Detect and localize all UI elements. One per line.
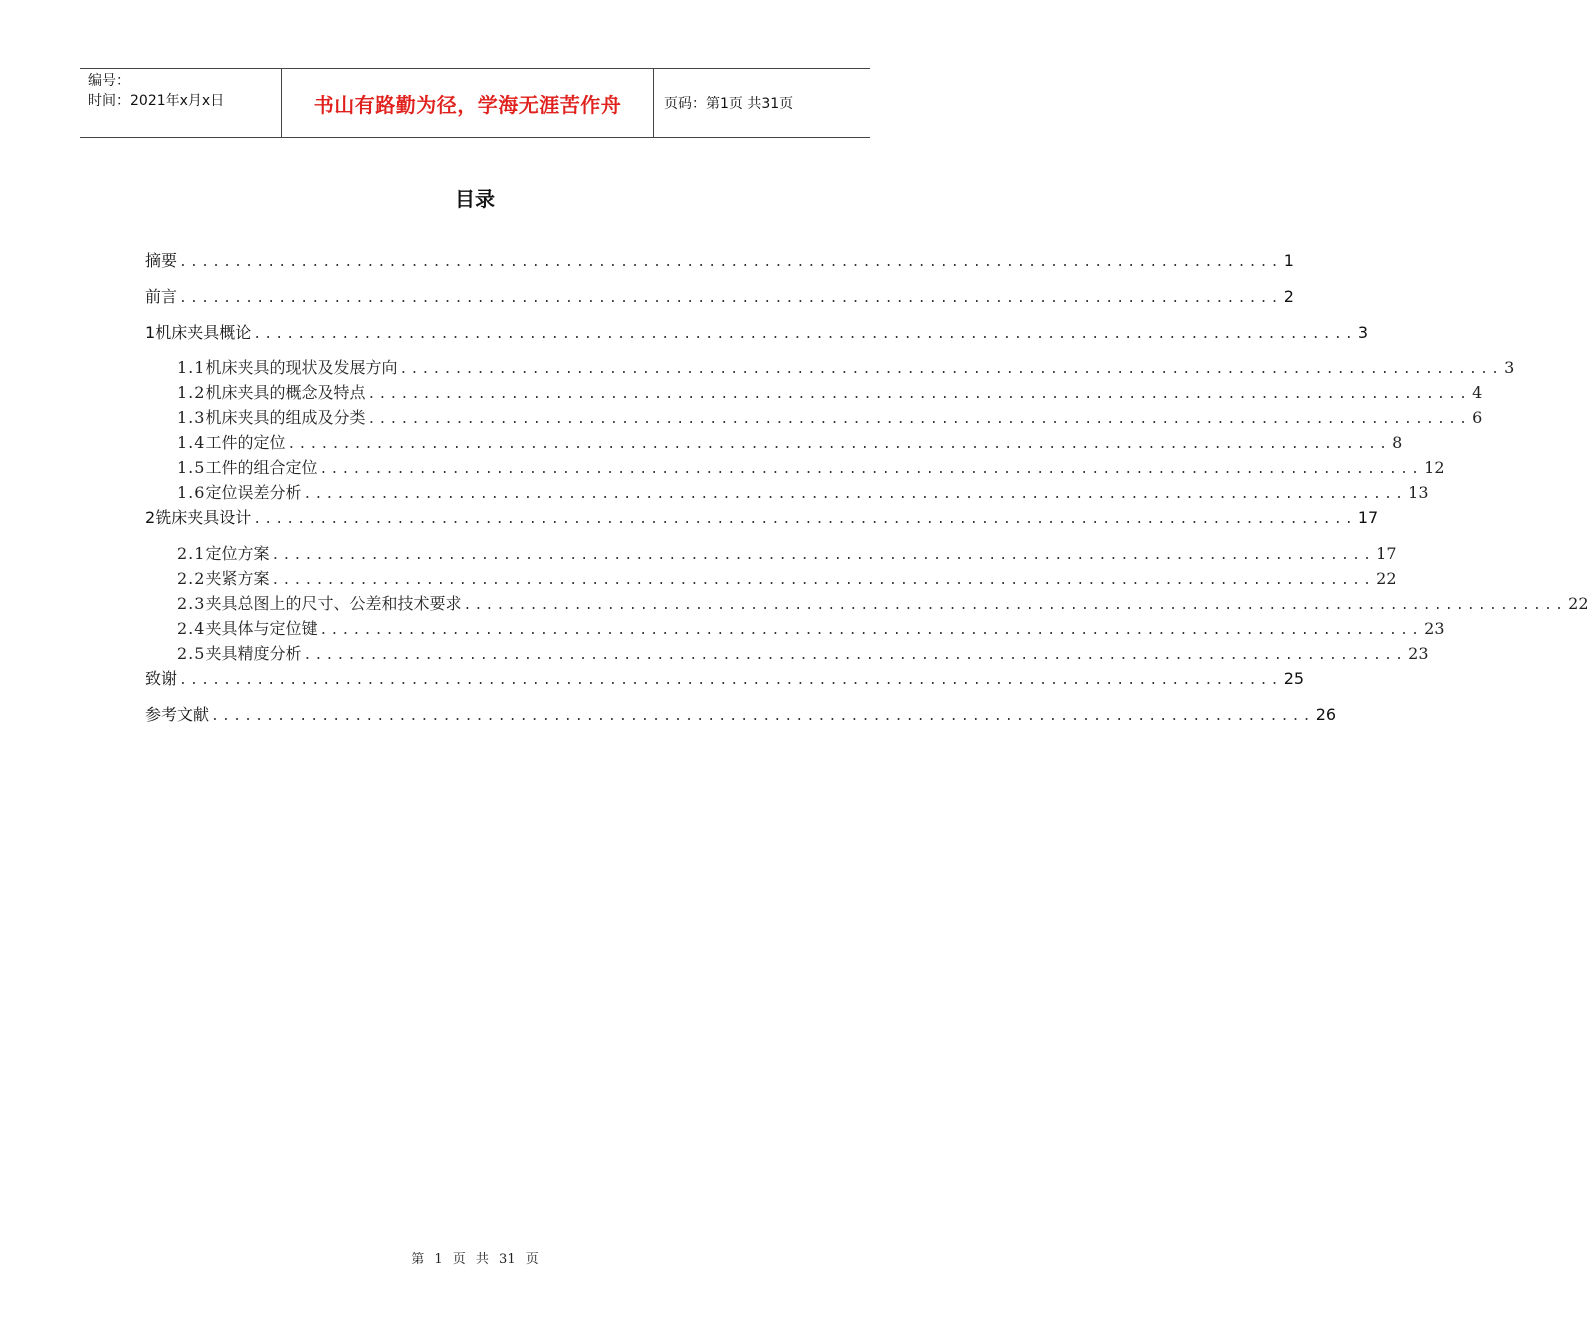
toc-entry[interactable] [145, 641, 1429, 665]
toc-entry-page: 1 [1283, 251, 1294, 270]
toc-entry-page: 12 [1424, 458, 1445, 477]
toc-entry-number: 1 [145, 323, 156, 342]
toc-entry[interactable] [145, 702, 1337, 726]
toc-entry-label: 定位误差分析 [205, 483, 302, 502]
toc-entry-label: 夹具体与定位键 [205, 619, 318, 638]
toc-leader-dots: .................................................................................................... [399, 362, 1503, 377]
toc-entry-number: 2.4 [177, 619, 206, 638]
toc-entry[interactable] [145, 505, 1379, 529]
toc-entry-number: 1.3 [177, 408, 206, 427]
toc-entry-label: 摘要 [145, 251, 178, 270]
toc-entry-page: 22 [1568, 594, 1589, 613]
toc-entry[interactable] [145, 455, 1445, 479]
toc-entry[interactable] [145, 355, 1515, 379]
toc-entry-label: 铣床夹具设计 [155, 508, 252, 527]
toc-entry[interactable] [145, 320, 1369, 344]
toc-entry-number: 2.2 [177, 569, 206, 588]
toc-entry-page: 23 [1408, 644, 1429, 663]
toc-entry-page: 26 [1315, 705, 1337, 724]
toc-leader-dots: .................................................................................................... [303, 487, 1407, 502]
toc-entry-label: 夹具总图上的尺寸、公差和技术要求 [205, 594, 462, 613]
toc-entry-label: 机床夹具的组成及分类 [205, 408, 366, 427]
toc-entry-label: 工件的组合定位 [205, 458, 318, 477]
toc-entry-label: 机床夹具的概念及特点 [205, 383, 366, 402]
toc-leader-dots: .................................................................................................... [253, 512, 1356, 527]
toc-leader-dots: .................................................................................................... [319, 623, 1423, 638]
toc-entry-page: 13 [1408, 483, 1429, 502]
header-meta-cell [80, 69, 282, 137]
toc-entry[interactable] [145, 430, 1403, 454]
toc-leader-dots: .................................................................................................... [179, 291, 1282, 306]
toc-entry[interactable] [145, 284, 1294, 308]
toc-leader-dots: .................................................................................................... [253, 327, 1356, 342]
toc-leader-dots: .................................................................................................... [463, 598, 1567, 613]
toc-entry-page: 6 [1472, 408, 1483, 427]
toc-leader-dots: .................................................................................................... [367, 412, 1471, 427]
toc-entry-number: 2.1 [177, 544, 206, 563]
toc-entry[interactable] [145, 566, 1397, 590]
toc-leader-dots: .................................................................................................... [211, 709, 1314, 724]
page-info: 页码：第1页 共31页 [664, 96, 794, 112]
toc-entry[interactable] [145, 616, 1445, 640]
toc-entry-label: 参考文献 [145, 705, 210, 724]
toc-leader-dots: .................................................................................................... [179, 673, 1282, 688]
toc-entry-page: 8 [1392, 433, 1403, 452]
motto-text: 书山有路勤为径，学海无涯苦作舟 [313, 92, 622, 117]
number-label: 编号： [88, 73, 130, 89]
toc-leader-dots: .................................................................................................... [179, 255, 1282, 270]
toc-entry-label: 夹紧方案 [205, 569, 270, 588]
toc-entry-number: 1.2 [177, 383, 206, 402]
toc-entry-page: 17 [1376, 544, 1397, 563]
toc-entry-label: 定位方案 [205, 544, 270, 563]
toc-entry[interactable] [145, 405, 1483, 429]
toc-entry-page: 3 [1357, 323, 1369, 342]
toc-entry-label: 机床夹具概论 [155, 323, 252, 342]
toc-entry-label: 夹具精度分析 [205, 644, 302, 663]
toc-entry-label: 工件的定位 [205, 433, 286, 452]
toc-leader-dots: .................................................................................................... [271, 573, 1375, 588]
toc-entry-page: 4 [1472, 383, 1483, 402]
toc-entry-page: 22 [1376, 569, 1397, 588]
toc-leader-dots: .................................................................................................... [319, 462, 1423, 477]
toc-entry-page: 17 [1357, 508, 1379, 527]
toc-entry[interactable] [145, 666, 1305, 690]
toc-leader-dots: .................................................................................................... [303, 648, 1407, 663]
toc-entry-page: 23 [1424, 619, 1445, 638]
header-page-cell [654, 69, 870, 137]
toc-entry-page: 25 [1283, 669, 1305, 688]
header-motto-cell [282, 69, 654, 137]
toc-entry-number: 2.5 [177, 644, 206, 663]
time-label: 时间：2021年x月x日 [88, 93, 225, 109]
toc-entry[interactable] [145, 248, 1294, 272]
toc-entry-page: 3 [1504, 358, 1515, 377]
toc-entry-number: 1.4 [177, 433, 206, 452]
toc-entry-number: 2 [145, 508, 156, 527]
toc-leader-dots: .................................................................................................... [367, 387, 1471, 402]
toc-leader-dots: .................................................................................................... [271, 548, 1375, 563]
toc-entry-label: 前言 [145, 287, 178, 306]
toc-entry[interactable] [145, 480, 1429, 504]
toc-entry-label: 机床夹具的现状及发展方向 [205, 358, 398, 377]
toc-entry-page: 2 [1283, 287, 1294, 306]
toc-entry-number: 1.6 [177, 483, 206, 502]
toc-entry[interactable] [145, 541, 1397, 565]
page-footer: 第 1 页 共 31 页 [411, 1252, 539, 1267]
toc-entry-label: 致谢 [145, 669, 178, 688]
toc-entry-number: 1.5 [177, 458, 206, 477]
toc-entry[interactable] [145, 591, 1589, 615]
toc-entry[interactable] [145, 380, 1483, 404]
toc-entry-number: 1.1 [177, 358, 206, 377]
toc-entry-number: 2.3 [177, 594, 206, 613]
toc-title: 目录 [455, 187, 495, 211]
toc-leader-dots: .................................................................................................... [287, 437, 1391, 452]
page-header [80, 68, 870, 138]
